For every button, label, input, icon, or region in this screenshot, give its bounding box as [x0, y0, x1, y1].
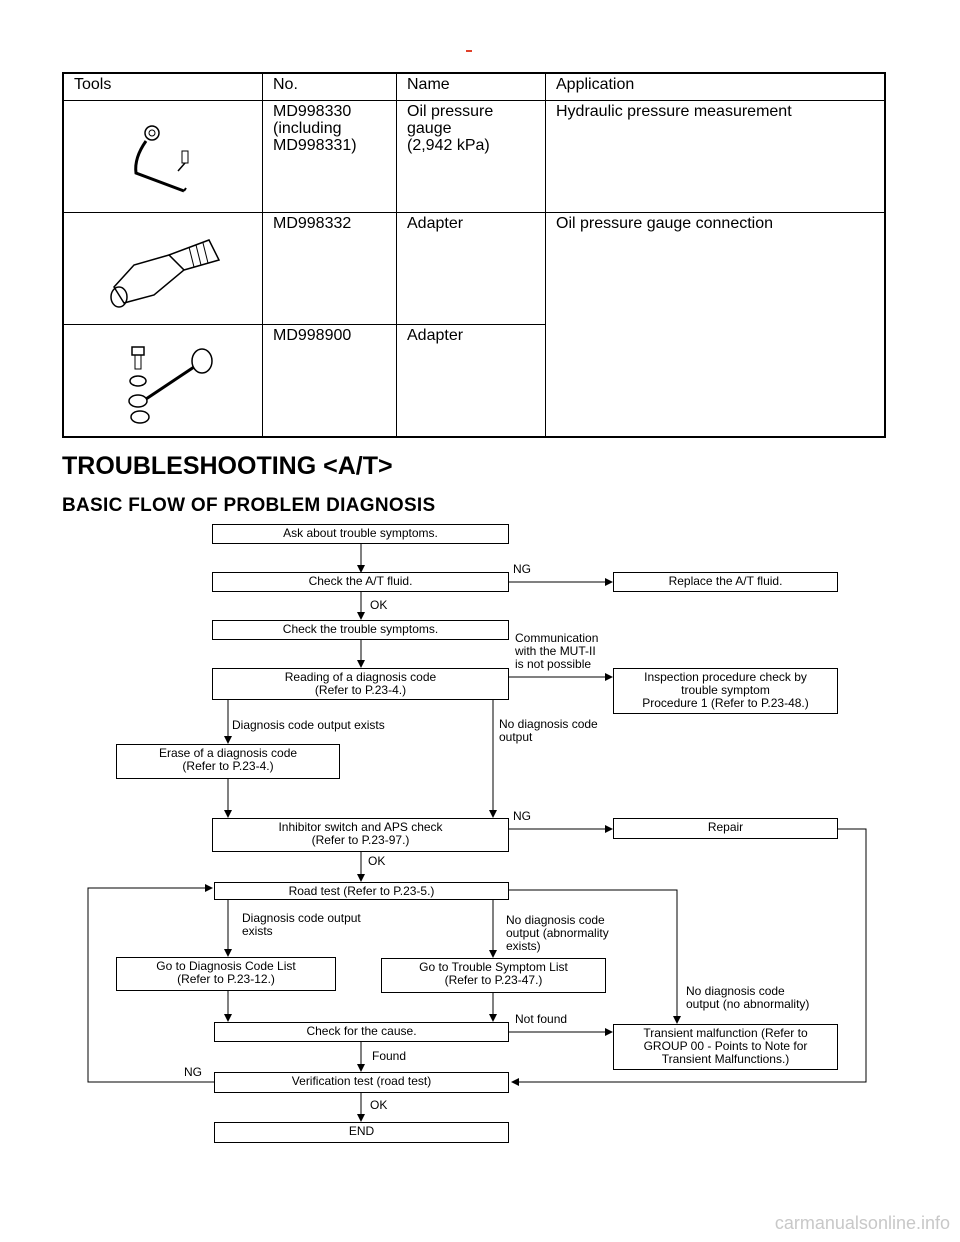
tool-application: Oil pressure gauge connection: [546, 213, 886, 437]
label-ok: OK: [370, 598, 388, 612]
tool-number: MD998900: [263, 325, 397, 437]
step-code-list: Go to Diagnosis Code List (Refer to P.23-12.): [116, 957, 336, 991]
label-ok: OK: [370, 1098, 388, 1112]
label-not-found: Not found: [515, 1012, 568, 1026]
step-reading-code: Reading of a diagnosis code (Refer to P.23-4.): [212, 668, 509, 700]
label-code-exists: Diagnosis code output exists: [232, 718, 385, 732]
step-inspection: Inspection procedure check by trouble symptom Procedure 1 (Refer to P.23-48.): [613, 668, 838, 714]
label-no-code-no-abnormality: No diagnosis code output (no abnormality): [686, 984, 810, 1011]
step-erase-code: Erase of a diagnosis code (Refer to P.23-4.): [116, 744, 340, 779]
label-found: Found: [372, 1049, 407, 1063]
label-ok: OK: [368, 854, 386, 868]
section-title: BASIC FLOW OF PROBLEM DIAGNOSIS: [62, 495, 436, 516]
step-ask-symptoms: Ask about trouble symptoms.: [212, 524, 509, 544]
label-ng: NG: [513, 809, 531, 823]
tool-name: Adapter: [397, 325, 546, 437]
step-check-cause: Check for the cause.: [214, 1022, 509, 1042]
step-check-symptoms: Check the trouble symptoms.: [212, 620, 509, 640]
step-inhibitor-check: Inhibitor switch and APS check (Refer to P.23-97.): [212, 818, 509, 852]
label-ng: NG: [513, 562, 531, 576]
label-no-code: No diagnosis code output: [499, 717, 598, 744]
label-ng: NG: [184, 1065, 202, 1079]
tool-application: Hydraulic pressure measurement: [546, 101, 886, 213]
label-communication: Communication with the MUT-II is not possible: [515, 631, 599, 671]
label-no-code-abnormality: No diagnosis code output (abnormality exists): [506, 913, 609, 953]
tool-name-text: Oil pressure gauge (2,942 kPa): [407, 103, 494, 154]
step-verification: Verification test (road test): [214, 1072, 509, 1093]
col-application: Application: [546, 73, 886, 101]
tool-name: Adapter: [397, 213, 546, 325]
col-name: Name: [397, 73, 546, 101]
tool-number: MD998332: [263, 213, 397, 325]
col-number: No.: [263, 73, 397, 101]
step-road-test: Road test (Refer to P.23-5.): [214, 882, 509, 900]
step-transient: Transient malfunction (Refer to GROUP 00 - Points to Note for Transient Malfunctions.): [613, 1024, 838, 1070]
label-code-exists: Diagnosis code output exists: [242, 911, 361, 938]
step-replace-fluid: Replace the A/T fluid.: [613, 572, 838, 592]
step-check-fluid: Check the A/T fluid.: [212, 572, 509, 592]
step-symptom-list: Go to Trouble Symptom List (Refer to P.23-47.): [381, 958, 606, 993]
step-repair: Repair: [613, 818, 838, 839]
tool-number-text: MD998330 (including MD998331): [273, 103, 357, 154]
col-tools: Tools: [63, 73, 263, 101]
step-end: END: [214, 1122, 509, 1143]
page-title: TROUBLESHOOTING <A/T>: [62, 452, 393, 480]
flow-arrow: [509, 890, 677, 1023]
watermark: carmanualsonline.info: [774, 1213, 950, 1233]
